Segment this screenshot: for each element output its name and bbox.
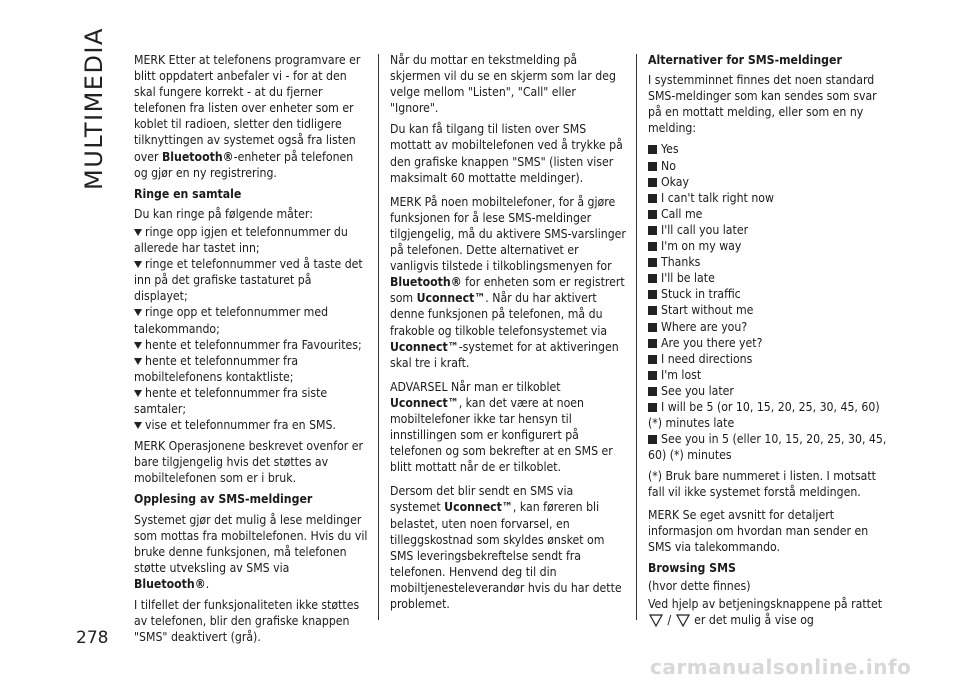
paragraph: Du kan få tilgang til listen over SMS mottatt av mobiltelefonen ved å trykke på den grafiske knappen "SMS" (listen viser maksimalt 60 mottatte meldinger). (390, 122, 623, 185)
triangle-bullet-icon (134, 422, 142, 429)
note-paragraph: MERK På noen mobiltelefoner, for å gjøre funksjonen for å lese SMS-meldinger tilgjengelig, må du aktivere SMS-varslinger på telefonen. Dette alternativet er vanligvis tilstede i tilkoblingsmenyen for Bluetooth® for enheten som er registrert som Uconnect™. Når du har aktivert denne funksjonen på telefonen, må du frakoble og tilkoble telefonsystemet via Uconnect™-systemet for at aktiveringen skal tre i kraft. (390, 194, 626, 370)
list-item: See you in 5 (eller 10, 15, 20, 25, 30, 45, 60) (*) minutes (648, 432, 887, 463)
list-item: I can't talk right now (648, 190, 888, 206)
heading-opplesing: Opplesing av SMS-meldinger (134, 492, 313, 507)
square-bullet-icon (648, 355, 657, 364)
square-bullet-icon (648, 306, 657, 315)
list-item: I need directions (648, 351, 888, 367)
heading-browsing: Browsing SMS (648, 560, 736, 575)
square-bullet-icon (648, 290, 657, 299)
column-divider (378, 54, 379, 620)
square-bullet-icon (648, 226, 657, 235)
list-item: vise et telefonnummer fra en SMS. (134, 417, 368, 433)
column-3 (648, 52, 888, 633)
triangle-bullet-icon (134, 358, 142, 365)
square-bullet-icon (648, 387, 657, 396)
triangle-bullet-icon (134, 342, 142, 349)
list-item: I'm lost (648, 367, 888, 383)
star-note: (*) Bruk bare nummeret i listen. I motsatt fall vil ikke systemet forstå meldingen. (648, 469, 876, 500)
square-bullet-icon (648, 178, 657, 187)
note-paragraph: MERK Etter at telefonens programvare er blitt oppdatert anbefaler vi - for at den skal fungere korrekt - at du fjerner telefonen fra listen over enheter som er koblet til radioen, sletter den tidligere tilknyttingen av systemet også fra listen over Bluetooth®-enheter på telefonen og gjør en ny registrering. (134, 53, 361, 180)
browsing-paragraph: Ved hjelp av betjeningsknappene på rattet / er det mulig å vise og (648, 597, 882, 628)
triangle-bullet-icon (134, 309, 142, 316)
heading-ringe: Ringe en samtale (134, 186, 242, 201)
list-item: I'll call you later (648, 222, 888, 238)
list-item: Thanks (648, 254, 888, 270)
column-divider (636, 54, 637, 620)
list-item: hente et telefonnummer fra mobiltelefonens kontaktliste; (134, 353, 299, 384)
section-title: MULTIMEDIA (80, 27, 108, 190)
triangle-bullet-icon (134, 261, 142, 268)
warning-paragraph: ADVARSEL Når man er tilkoblet Uconnect™, kan det være at noen mobiltelefoner ikke tar hensyn til innstillingen som er konfigurert på telefonen og som bekrefter at en SMS er blitt mottatt når de er tilkoblet. (390, 379, 613, 475)
list-item: No (648, 158, 888, 174)
square-bullet-icon (648, 435, 657, 444)
square-bullet-icon (648, 162, 657, 171)
list-item: ringe opp igjen et telefonnummer du allerede har tastet inn; (134, 224, 348, 256)
list-item: Stuck in traffic (648, 286, 888, 302)
opplesing-paragraph: Systemet gjør det mulig å lese meldinger som mottas fra mobiltelefonen. Hvis du vil bruke denne funksjonen, må telefonen støtte utveksling av SMS via Bluetooth®. (134, 512, 368, 591)
list-item: Yes (648, 141, 888, 157)
steering-down-button-icon (675, 612, 691, 628)
list-item: I will be 5 (or 10, 15, 20, 25, 30, 45, 60) (*) minutes late (648, 399, 880, 431)
square-bullet-icon (648, 194, 657, 203)
list-item: ringe opp et telefonnummer med talekommando; (134, 305, 329, 336)
column-1 (134, 52, 368, 650)
ringe-intro: Du kan ringe på følgende måter: (134, 206, 313, 221)
list-item: hente et telefonnummer fra siste samtaler; (134, 385, 328, 416)
page-number: 278 (76, 628, 109, 648)
triangle-bullet-icon (134, 229, 142, 236)
list-item: Call me (648, 206, 888, 222)
list-item: I'm on my way (648, 238, 888, 254)
square-bullet-icon (648, 371, 657, 380)
ringe-list (134, 224, 368, 433)
triangle-bullet-icon (134, 390, 142, 397)
list-item: Okay (648, 174, 888, 190)
list-item: Are you there yet? (648, 335, 888, 351)
tilfellet-paragraph: I tilfellet der funksjonaliteten ikke støttes av telefonen, blir den grafiske knappen "SMS" deaktivert (grå). (134, 598, 360, 645)
list-item: Start without me (648, 302, 888, 318)
square-bullet-icon (648, 242, 657, 251)
browsing-sub: (hvor dette finnes) (648, 578, 751, 593)
square-bullet-icon (648, 258, 657, 267)
square-bullet-icon (648, 323, 657, 332)
square-bullet-icon (648, 339, 657, 348)
list-item: hente et telefonnummer fra Favourites; (134, 337, 368, 353)
list-item: I'll be late (648, 270, 888, 286)
heading-alternativer: Alternativer for SMS-meldinger (648, 53, 842, 67)
list-item: Where are you? (648, 319, 888, 335)
square-bullet-icon (648, 274, 657, 283)
watermark: carmanualsonline.info (650, 655, 912, 679)
square-bullet-icon (648, 210, 657, 219)
steering-up-button-icon (648, 612, 664, 628)
square-bullet-icon (648, 145, 657, 154)
note-paragraph: MERK Operasjonene beskrevet ovenfor er bare tilgjengelig hvis det støttes av mobiltelefonen som er i bruk. (134, 439, 364, 486)
alt-intro: I systemminnet finnes det noen standard SMS-meldinger som kan sendes som svar på en mottatt melding, eller som en ny melding: (648, 73, 877, 136)
paragraph: Dersom det blir sendt en SMS via systemet Uconnect™, kan føreren bli belastet, uten noen forvarsel, en tilleggskostnad som skyldes ønsket om SMS leveringsbekreftelse sendt fra telefonen. Henvend deg til din mobiltjenesteleverandør hvis du har dette problemet. (390, 484, 622, 611)
column-2 (390, 52, 626, 617)
paragraph: Når du mottar en tekstmelding på skjermen vil du se en skjerm som lar deg velge mellom "Listen", "Call" eller "Ignore". (390, 53, 616, 116)
list-item: See you later (648, 383, 888, 399)
square-bullet-icon (648, 403, 657, 412)
sms-options-list (648, 141, 888, 463)
note-paragraph: MERK Se eget avsnitt for detaljert informasjon om hvordan man sender en SMS via talekommando. (648, 507, 869, 554)
list-item: ringe et telefonnummer ved å taste det inn på det grafiske tastaturet på displayet; (134, 257, 363, 304)
